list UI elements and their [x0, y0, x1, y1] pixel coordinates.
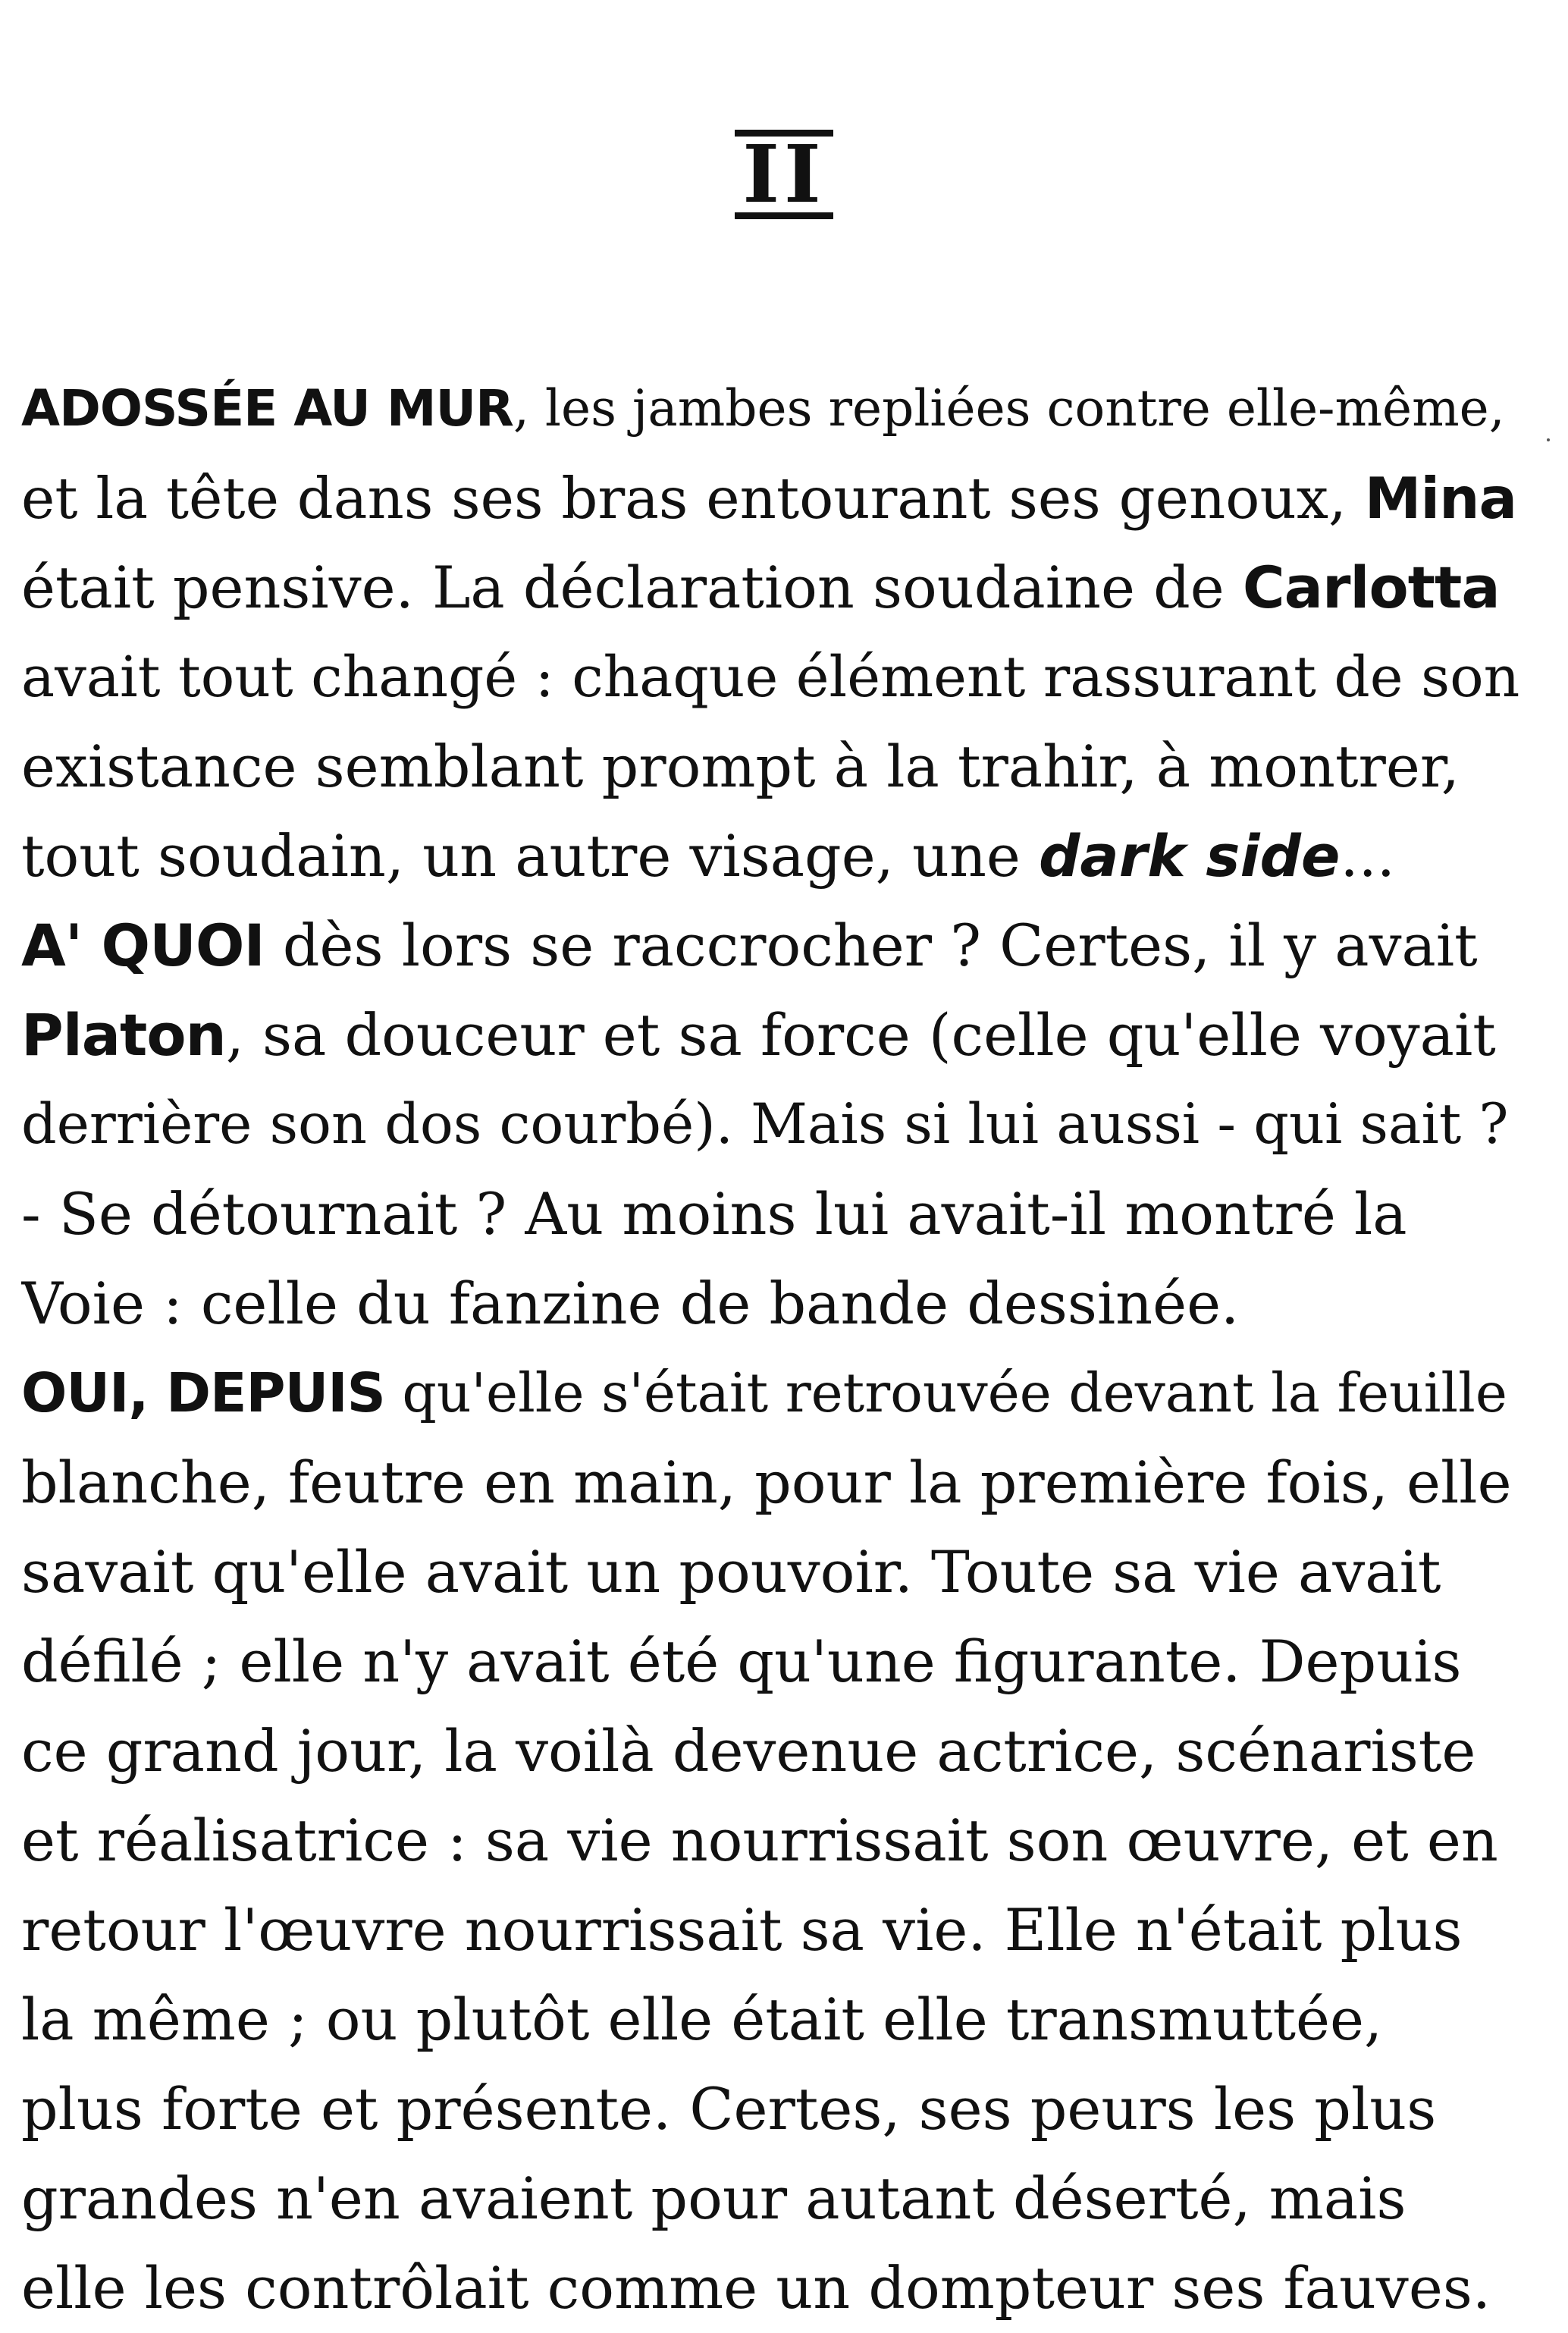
text-line — [21, 1259, 1523, 1349]
text-line — [21, 633, 1523, 722]
emphasized-word: OUI, DEPUIS — [21, 1361, 385, 1424]
text-segment: derrière son dos courbé). Mais si lui aussi - qui sait ? — [21, 1092, 1509, 1157]
emphasized-italic-word: dark side — [1039, 822, 1341, 890]
text-line — [21, 1528, 1523, 1617]
text-line — [21, 2154, 1523, 2244]
text-segment: qu'elle s'était retrouvée devant la feuille — [384, 1361, 1507, 1424]
text-segment: , sa douceur et sa force (celle qu'elle voyait — [225, 1001, 1496, 1069]
text-line — [21, 454, 1523, 543]
text-segment: avait tout changé : chaque élément rassurant de son — [21, 645, 1520, 710]
text-segment: , les jambes repliées contre elle-même, — [513, 379, 1505, 438]
text-line — [21, 1796, 1523, 1886]
emphasized-word: ADOSSÉE AU MUR — [21, 379, 513, 438]
text-segment: Voie : celle du fanzine de bande dessinée. — [21, 1270, 1240, 1337]
text-segment: grandes n'en avaient pour autant déserté, mais — [21, 2165, 1406, 2232]
text-segment: elle les contrôlait comme un dompteur ses fauves. — [21, 2254, 1491, 2322]
text-segment: la même ; ou plutôt elle était elle transmuttée, — [21, 1986, 1383, 2053]
text-line — [21, 2244, 1523, 2333]
text-segment: tout soudain, un autre visage, une — [21, 822, 1040, 890]
text-line — [21, 812, 1523, 901]
text-line — [21, 722, 1523, 812]
handwritten-text-block — [21, 364, 1523, 2333]
text-line — [21, 2065, 1523, 2154]
text-line — [21, 543, 1523, 633]
text-segment: blanche, feutre en main, pour la première fois, elle — [21, 1449, 1512, 1516]
text-line — [21, 1349, 1523, 1438]
text-line — [21, 1886, 1523, 1975]
text-segment: ce grand jour, la voilà devenue actrice, scénariste — [21, 1717, 1476, 1785]
chapter-number-text: II — [735, 130, 833, 219]
text-segment: existance semblant prompt à la trahir, à montrer, — [21, 733, 1460, 800]
text-segment: défilé ; elle n'y avait été qu'une figurante. Depuis — [21, 1628, 1462, 1695]
text-segment: ... — [1340, 822, 1395, 890]
emphasized-word: A' QUOI — [21, 912, 265, 979]
text-line — [21, 1617, 1523, 1707]
text-line — [21, 1438, 1523, 1528]
text-line — [21, 991, 1523, 1080]
text-segment: dès lors se raccrocher ? Certes, il y avait — [264, 912, 1478, 979]
text-line — [21, 901, 1523, 991]
text-segment: et réalisatrice : sa vie nourrissait son œuvre, et en — [21, 1807, 1498, 1874]
text-segment: savait qu'elle avait un pouvoir. Toute sa vie avait — [21, 1538, 1441, 1606]
text-segment: et la tête dans ses bras entourant ses genoux, — [21, 465, 1365, 532]
text-line — [21, 1707, 1523, 1796]
emphasized-word: Platon — [21, 1001, 226, 1069]
emphasized-word: Carlotta — [1242, 554, 1500, 621]
text-segment: retour l'œuvre nourrissait sa vie. Elle n'était plus — [21, 1896, 1463, 1964]
text-line — [21, 1080, 1523, 1170]
text-segment: était pensive. La déclaration soudaine de — [21, 554, 1243, 621]
text-line — [21, 364, 1523, 454]
chapter-number — [0, 129, 1568, 220]
emphasized-word: Mina — [1364, 465, 1517, 532]
text-line — [21, 1170, 1523, 1259]
text-segment: - Se détournait ? Au moins lui avait-il montré la — [21, 1180, 1407, 1248]
text-segment: plus forte et présente. Certes, ses peurs les plus — [21, 2075, 1437, 2143]
margin-mark — [1547, 438, 1550, 441]
text-line — [21, 1975, 1523, 2065]
